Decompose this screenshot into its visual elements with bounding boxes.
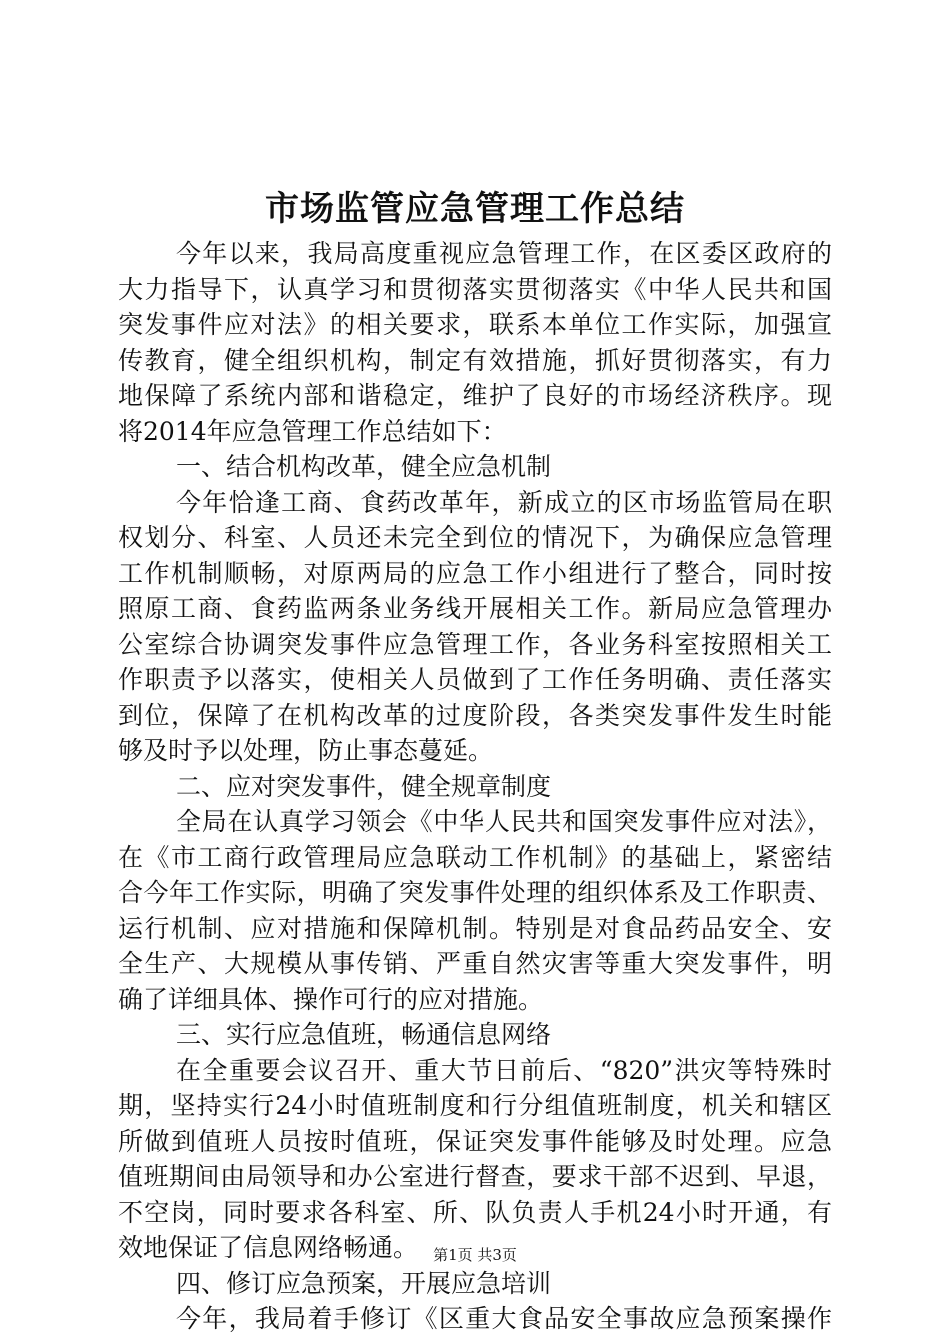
paragraph-line: 地保障了系统内部和谐稳定，维护了良好的市场经济秩序。现 [118,381,832,410]
paragraph-line: 今年，我局着手修订《区重大食品安全事故应急预案操作 [176,1304,832,1333]
paragraph-line: 传教育，健全组织机构，制定有效措施，抓好贯彻落实，有力 [118,345,832,375]
paragraph-line: 在全重要会议召开、重大节日前后、“820”洪灾等特殊时 [176,1055,832,1085]
document-body [118,236,832,1337]
section-heading: 四、修订应急预案，开展应急培训 [176,1268,552,1298]
paragraph-line: 期，坚持实行24小时值班制度和行分组值班制度，机关和辖区 [118,1091,832,1120]
paragraph-line: 效地保证了信息网络畅通。 [118,1233,419,1262]
paragraph-line: 作职责予以落实，使相关人员做到了工作任务明确、责任落实 [118,665,832,694]
paragraph-line: 值班期间由局领导和办公室进行督查，要求干部不迟到、早退， [118,1162,832,1191]
paragraph-line: 所做到值班人员按时值班，保证突发事件能够及时处理。应急 [118,1126,832,1156]
paragraph-line: 今年恰逢工商、食药改革年，新成立的区市场监管局在职 [176,487,832,517]
paragraph-line: 大力指导下，认真学习和贯彻落实贯彻落实《中华人民共和国 [118,274,832,304]
page-footer: 第1页 共3页 [433,1246,517,1264]
paragraph-line: 全生产、大规模从事传销、严重自然灾害等重大突发事件，明 [118,949,832,978]
paragraph-line: 到位，保障了在机构改革的过度阶段，各类突发事件发生时能 [118,700,832,730]
paragraph-line: 将2014年应急管理工作总结如下： [118,416,507,446]
section-heading: 三、实行应急值班，畅通信息网络 [176,1020,552,1049]
paragraph-line: 公室综合协调突发事件应急管理工作，各业务科室按照相关工 [118,629,832,659]
paragraph-line: 全局在认真学习领会《中华人民共和国突发事件应对法》， [176,807,832,836]
paragraph-line: 够及时予以处理，防止事态蔓延。 [118,736,494,765]
paragraph-line: 工作机制顺畅，对原两局的应急工作小组进行了整合，同时按 [118,558,832,588]
paragraph-line: 照原工商、食药监两条业务线开展相关工作。新局应急管理办 [118,594,832,623]
paragraph-line: 不空岗，同时要求各科室、所、队负责人手机24小时开通，有 [118,1197,832,1227]
paragraph-line: 突发事件应对法》的相关要求，联系本单位工作实际，加强宣 [118,310,832,339]
paragraph-line: 运行机制、应对措施和保障机制。特别是对食品药品安全、安 [118,913,832,943]
paragraph-line: 确了详细具体、操作可行的应对措施。 [118,984,544,1014]
paragraph-line: 在《市工商行政管理局应急联动工作机制》的基础上，紧密结 [118,842,832,872]
section-heading: 一、结合机构改革，健全应急机制 [176,452,552,481]
section-heading: 二、应对突发事件，健全规章制度 [176,771,552,801]
document-title: 市场监管应急管理工作总结 [265,189,685,229]
paragraph-line: 合今年工作实际，明确了突发事件处理的组织体系及工作职责、 [118,878,832,907]
paragraph-line: 今年以来，我局高度重视应急管理工作，在区委区政府的 [176,239,832,268]
paragraph-line: 权划分、科室、人员还未完全到位的情况下，为确保应急管理 [118,523,832,552]
